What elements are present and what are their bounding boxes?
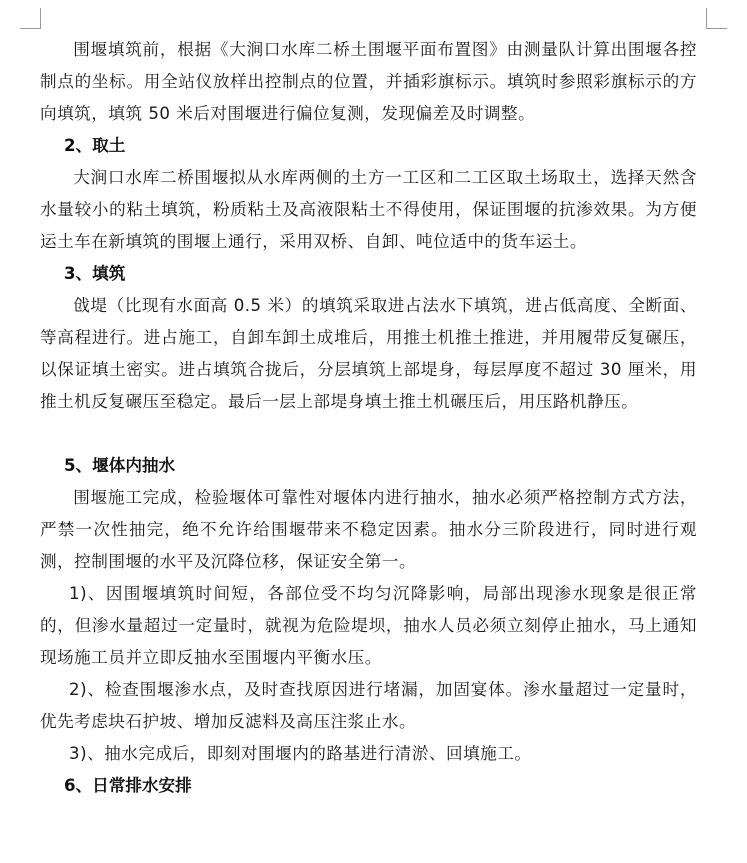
page-corner-mark-left	[20, 8, 41, 29]
paragraph-survey-setout: 围堰填筑前，根据《大涧口水库二桥土围堰平面布置图》由测量队计算出围堰各控制点的坐标。用全站仪放样出控制点的位置，并插彩旗标示。填筑时参照彩旗标示的方向填筑，填筑 50 米后对围堰进行偏位复测，发现偏差及时调整。	[40, 40, 697, 123]
paragraph-dewatering-item-2: 2)、检查围堰渗水点，及时查找原因进行堵漏，加固宴体。渗水量超过一定量时，优先考虑块石护坡、增加反滤料及高压注浆止水。	[40, 680, 697, 731]
document-page	[40, 34, 697, 802]
section-heading-filling: 3、填筑	[64, 264, 126, 283]
page-corner-mark-right	[706, 8, 727, 29]
section-heading-soil-borrow: 2、取土	[64, 136, 126, 155]
blank-line	[40, 418, 697, 450]
paragraph-dewatering-item-3: 3)、抽水完成后，即刻对围堰内的路基进行清淤、回填施工。	[69, 744, 532, 763]
paragraph-soil-borrow: 大涧口水库二桥围堰拟从水库两侧的土方一工区和二工区取土场取土，选择天然含水量较小的粘土填筑，粉质粘土及高液限粘土不得使用，保证围堰的抗渗效果。为方便运土车在新填筑的围堰上通行，采用双桥、自卸、吨位适中的货车运土。	[40, 168, 697, 251]
paragraph-dewatering: 围堰施工完成，检验堰体可靠性对堰体内进行抽水，抽水必须严格控制方式方法，严禁一次性抽完，绝不允许给围堰带来不稳定因素。抽水分三阶段进行，同时进行观测，控制围堰的水平及沉降位移，保证安全第一。	[40, 488, 697, 571]
section-heading-daily-drainage: 6、日常排水安排	[64, 776, 192, 795]
paragraph-filling: 戗堤（比现有水面高 0.5 米）的填筑采取进占法水下填筑，进占低高度、全断面、等高程进行。进占施工，自卸车卸土成堆后，用推土机推土推进，并用履带反复碾压，以保证填土密实。进占填筑合拢后，分层填筑上部堤身，每层厚度不超过 30 厘米，用推土机反复碾压至稳定。最后一层上部堤身填土推土机碾压后，用压路机静压。	[40, 296, 697, 411]
paragraph-dewatering-item-1: 1)、因围堰填筑时间短，各部位受不均匀沉降影响，局部出现渗水现象是很正常的，但渗水量超过一定量时，就视为危险堤坝，抽水人员必须立刻停止抽水，马上通知现场施工员并立即反抽水至围堰内平衡水压。	[40, 584, 697, 667]
section-heading-dewatering: 5、堰体内抽水	[64, 456, 176, 475]
